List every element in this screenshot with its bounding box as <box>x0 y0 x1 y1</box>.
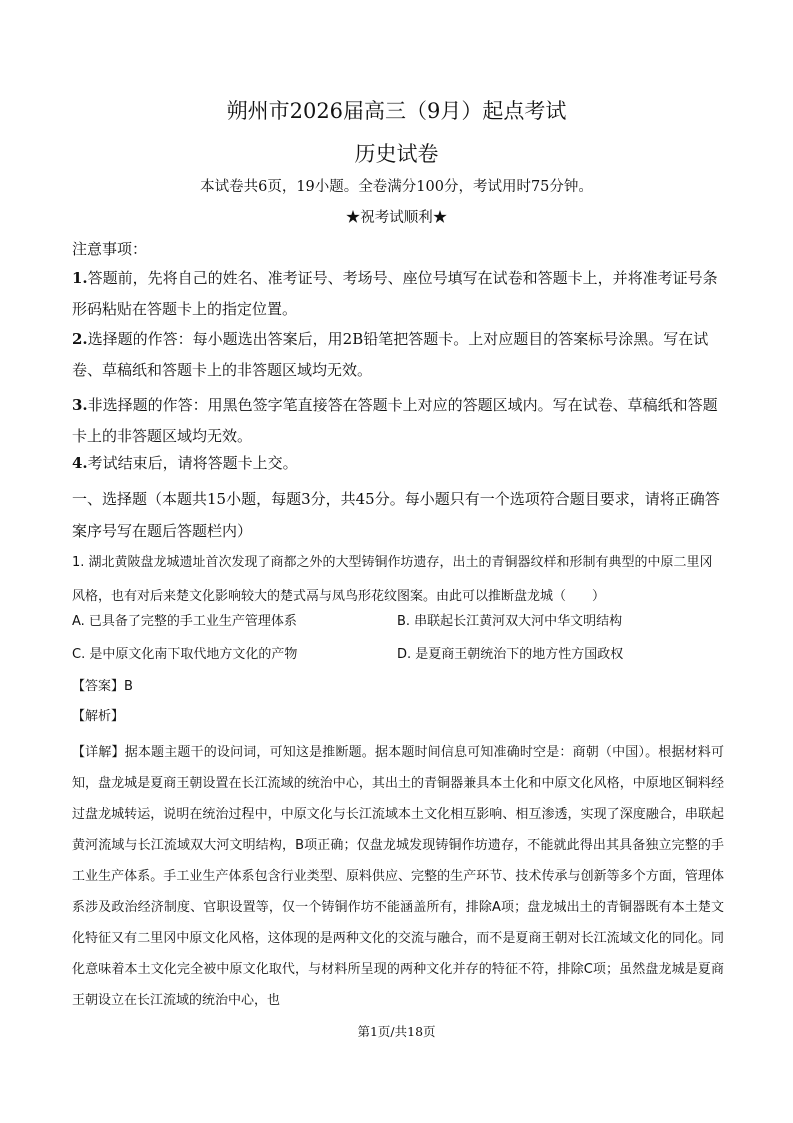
option-a: A. 已具备了完整的手工业生产管理体系 <box>72 614 297 629</box>
notice-number: 4. <box>72 454 88 472</box>
option-c: C. 是中原文化南下取代地方文化的产物 <box>72 647 298 662</box>
notice-text: 非选择题的作答：用黑色签字笔直接答在答题卡上对应的答题区域内。写在试卷、草稿纸和答题卡上的非答题区域均无效。 <box>72 396 718 445</box>
option-b: B. 串联起长江黄河双大河中华文明结构 <box>397 614 623 629</box>
notice-number: 3. <box>72 396 88 414</box>
notice-text: 答题前，先将自己的姓名、准考证号、考场号、座位号填写在试卷和答题卡上，并将准考证号条形码粘贴在答题卡上的指定位置。 <box>72 269 718 318</box>
notice-number: 1. <box>72 269 88 287</box>
detailed-explanation: 【详解】据本题主题干的设问词，可知这是推断题。据本题时间信息可知准确时空是：商朝（中国）。根据材料可知，盘龙城是夏商王朝设置在长江流域的统治中心，其出土的青铜器兼具本土化和中原文化风格，中原地区铜料经过盘龙城转运，说明在统治过程中，中原文化与长江流域本土文化相互影响、相互渗透，实现了深度融合，串联起黄河流域与长江流域双大河文明结构，B项正确；仅盘龙城发现铸铜作坊遗存，不能就此得出其具备独立完整的手工业生产体系。手工业生产体系包含行业类型、原料供应、完整的生产环节、技术传承与创新等多个方面，管理体系涉及政治经济制度、官职设置等，仅一个铸铜作坊不能涵盖所有，排除A项；盘龙城出土的青铜器既有本土楚文化特征又有二里冈中原文化风格，这体现的是两种文化的交流与融合，而不是夏商王朝对长江流域文化的同化。同化意味着本土文化完全被中原文化取代，与材料所呈现的两种文化并存的特征不符，排除C项；虽然盘龙城是夏商王朝设立在长江流域的统治中心，也 <box>72 745 724 1008</box>
notice-item <box>72 390 722 452</box>
notice-item <box>72 263 722 325</box>
notice-item <box>72 324 722 386</box>
exam-subject: 历史试卷 <box>354 142 439 166</box>
notice-heading: 注意事项： <box>72 240 148 258</box>
analysis-heading: 【解析】 <box>72 709 125 724</box>
exam-info: 本试卷共6页，19小题。全卷满分100分，考试用时75分钟。 <box>200 179 593 195</box>
question-stem: 1. 湖北黄陂盘龙城遗址首次发现了商都之外的大型铸铜作坊遗存，出土的青铜器纹样和形制有典型的中原二里冈风格，也有对后来楚文化影响较大的楚式鬲与凤鸟形花纹图案。由此可以推断盘龙城（ ） <box>72 555 713 604</box>
answer-label: 【答案】B <box>72 679 133 694</box>
exam-title: 朔州市2026届高三（9月）起点考试 <box>226 99 567 123</box>
notice-number: 2. <box>72 330 88 348</box>
page-number: 第1页/共18页 <box>357 1024 436 1039</box>
section-heading: 一、选择题（本题共15小题，每题3分，共45分。每小题只有一个选项符合题目要求，请将正确答案序号写在题后答题栏内） <box>72 490 720 540</box>
notice-text: 选择题的作答：每小题选出答案后，用2B铅笔把答题卡。上对应题目的答案标号涂黑。写在试卷、草稿纸和答题卡上的非答题区域均无效。 <box>72 330 709 379</box>
notice-text: 考试结束后，请将答题卡上交。 <box>87 454 298 472</box>
exam-blessing: ★祝考试顺利★ <box>345 210 448 226</box>
option-d: D. 是夏商王朝统治下的地方性方国政权 <box>397 647 624 662</box>
notice-item <box>72 452 722 474</box>
